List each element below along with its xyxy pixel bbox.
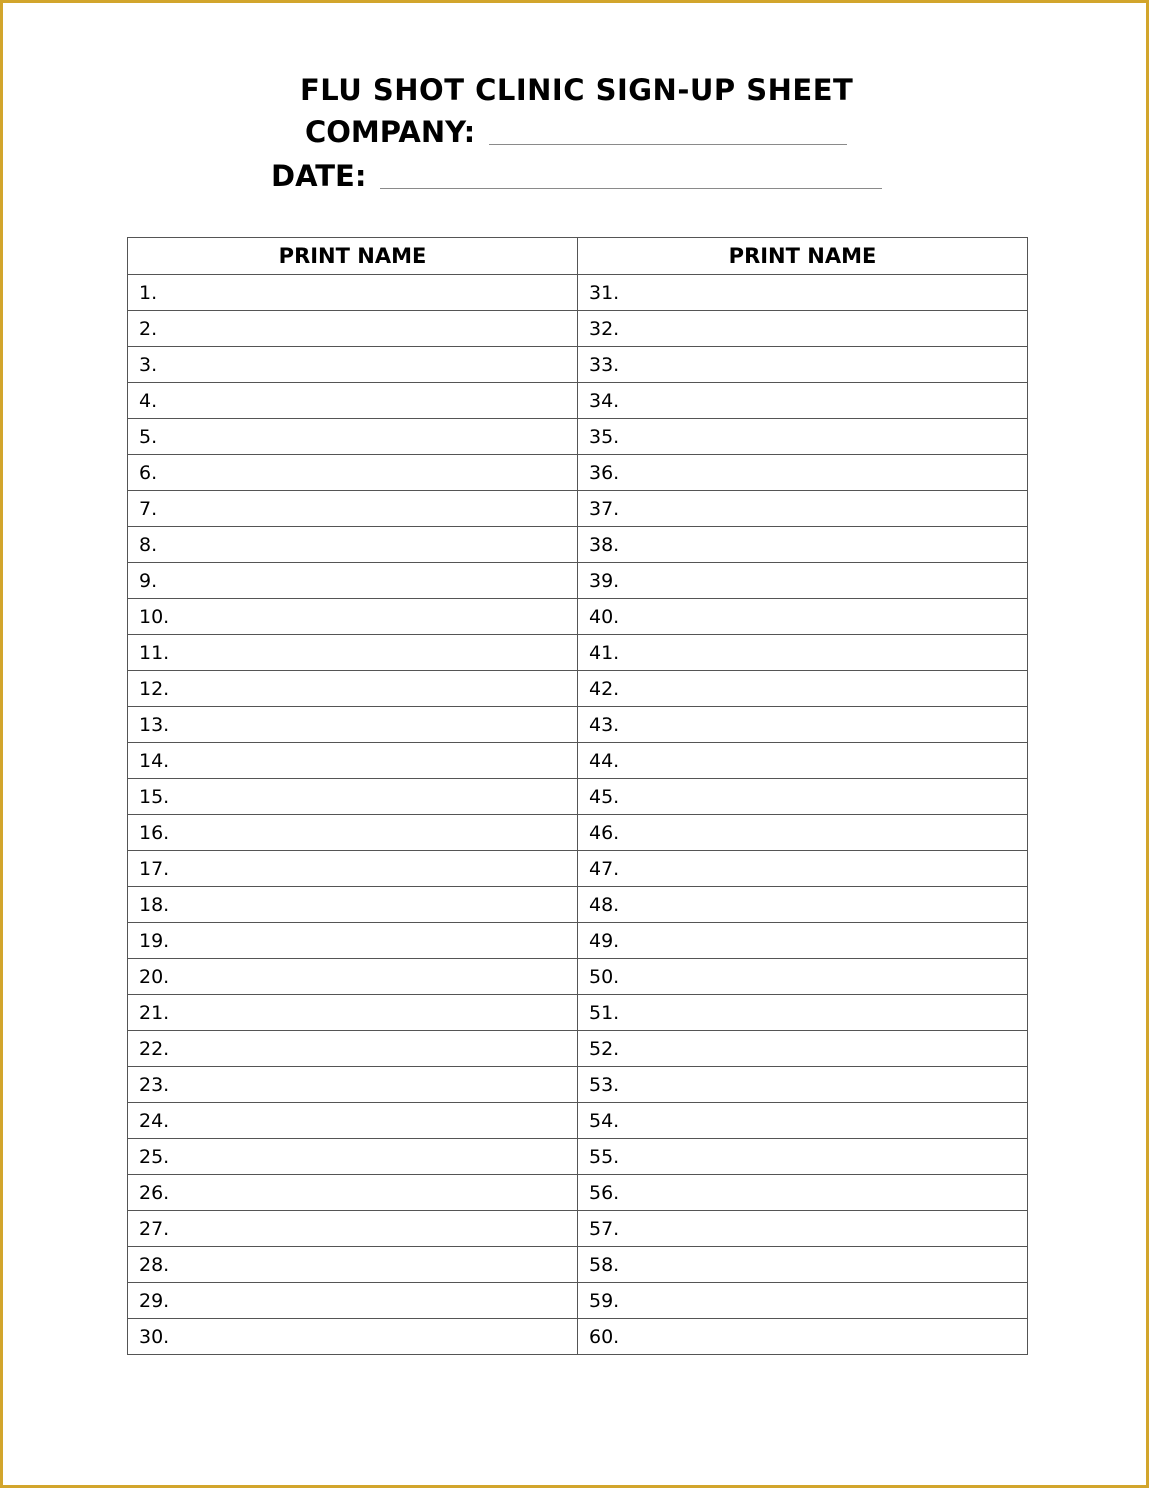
name-entry-cell[interactable]: 53. <box>578 1067 1028 1103</box>
name-entry-cell[interactable]: 42. <box>578 671 1028 707</box>
name-entry-cell[interactable]: 49. <box>578 923 1028 959</box>
name-entry-cell[interactable]: 44. <box>578 743 1028 779</box>
column-header-left: PRINT NAME <box>128 238 578 275</box>
name-entry-cell[interactable]: 54. <box>578 1103 1028 1139</box>
name-entry-cell[interactable]: 32. <box>578 311 1028 347</box>
name-entry-cell[interactable]: 55. <box>578 1139 1028 1175</box>
name-entry-cell[interactable]: 9. <box>128 563 578 599</box>
table-row <box>128 347 1028 383</box>
name-entry-cell[interactable]: 59. <box>578 1283 1028 1319</box>
name-entry-cell[interactable]: 52. <box>578 1031 1028 1067</box>
name-entry-cell[interactable]: 29. <box>128 1283 578 1319</box>
table-row <box>128 1031 1028 1067</box>
name-entry-cell[interactable]: 24. <box>128 1103 578 1139</box>
name-entry-cell[interactable]: 7. <box>128 491 578 527</box>
name-entry-cell[interactable]: 56. <box>578 1175 1028 1211</box>
table-row <box>128 923 1028 959</box>
name-entry-cell[interactable]: 6. <box>128 455 578 491</box>
name-entry-cell[interactable]: 12. <box>128 671 578 707</box>
name-entry-cell[interactable]: 20. <box>128 959 578 995</box>
table-row <box>128 1139 1028 1175</box>
name-entry-cell[interactable]: 60. <box>578 1319 1028 1355</box>
table-row <box>128 563 1028 599</box>
name-entry-cell[interactable]: 18. <box>128 887 578 923</box>
table-row <box>128 779 1028 815</box>
name-entry-cell[interactable]: 27. <box>128 1211 578 1247</box>
name-entry-cell[interactable]: 1. <box>128 275 578 311</box>
table-row <box>128 815 1028 851</box>
table-row <box>128 527 1028 563</box>
date-field <box>271 159 882 193</box>
name-entry-cell[interactable]: 21. <box>128 995 578 1031</box>
table-row <box>128 311 1028 347</box>
name-entry-cell[interactable]: 10. <box>128 599 578 635</box>
page-title: FLU SHOT CLINIC SIGN-UP SHEET <box>300 73 854 107</box>
date-blank-line[interactable] <box>380 187 882 189</box>
name-entry-cell[interactable]: 8. <box>128 527 578 563</box>
name-entry-cell[interactable]: 31. <box>578 275 1028 311</box>
table-row <box>128 455 1028 491</box>
name-entry-cell[interactable]: 26. <box>128 1175 578 1211</box>
name-entry-cell[interactable]: 23. <box>128 1067 578 1103</box>
company-label: COMPANY: <box>305 115 476 149</box>
table-row <box>128 1067 1028 1103</box>
name-entry-cell[interactable]: 14. <box>128 743 578 779</box>
name-entry-cell[interactable]: 25. <box>128 1139 578 1175</box>
name-entry-cell[interactable]: 48. <box>578 887 1028 923</box>
table-row <box>128 1103 1028 1139</box>
name-entry-cell[interactable]: 57. <box>578 1211 1028 1247</box>
name-entry-cell[interactable]: 3. <box>128 347 578 383</box>
name-entry-cell[interactable]: 11. <box>128 635 578 671</box>
name-entry-cell[interactable]: 51. <box>578 995 1028 1031</box>
name-entry-cell[interactable]: 15. <box>128 779 578 815</box>
name-entry-cell[interactable]: 16. <box>128 815 578 851</box>
name-entry-cell[interactable]: 34. <box>578 383 1028 419</box>
table-row <box>128 707 1028 743</box>
table-row <box>128 887 1028 923</box>
name-entry-cell[interactable]: 43. <box>578 707 1028 743</box>
name-entry-cell[interactable]: 47. <box>578 851 1028 887</box>
name-entry-cell[interactable]: 33. <box>578 347 1028 383</box>
name-entry-cell[interactable]: 5. <box>128 419 578 455</box>
name-entry-cell[interactable]: 30. <box>128 1319 578 1355</box>
name-entry-cell[interactable]: 50. <box>578 959 1028 995</box>
name-entry-cell[interactable]: 22. <box>128 1031 578 1067</box>
name-entry-cell[interactable]: 41. <box>578 635 1028 671</box>
name-entry-cell[interactable]: 58. <box>578 1247 1028 1283</box>
name-entry-cell[interactable]: 36. <box>578 455 1028 491</box>
sign-up-table <box>127 237 1028 1355</box>
table-row <box>128 1319 1028 1355</box>
name-entry-cell[interactable]: 19. <box>128 923 578 959</box>
table-header-row <box>128 238 1028 275</box>
table-row <box>128 671 1028 707</box>
name-entry-cell[interactable]: 13. <box>128 707 578 743</box>
name-entry-cell[interactable]: 38. <box>578 527 1028 563</box>
name-entry-cell[interactable]: 46. <box>578 815 1028 851</box>
table-row <box>128 995 1028 1031</box>
table-row <box>128 635 1028 671</box>
table-row <box>128 1211 1028 1247</box>
table-row <box>128 491 1028 527</box>
name-entry-cell[interactable]: 40. <box>578 599 1028 635</box>
table-row <box>128 743 1028 779</box>
name-entry-cell[interactable]: 45. <box>578 779 1028 815</box>
table-row <box>128 1247 1028 1283</box>
table-row <box>128 599 1028 635</box>
date-label: DATE: <box>271 159 367 193</box>
table-row <box>128 959 1028 995</box>
name-entry-cell[interactable]: 28. <box>128 1247 578 1283</box>
table-row <box>128 1175 1028 1211</box>
table-row <box>128 419 1028 455</box>
name-entry-cell[interactable]: 2. <box>128 311 578 347</box>
column-header-right: PRINT NAME <box>578 238 1028 275</box>
name-entry-cell[interactable]: 39. <box>578 563 1028 599</box>
company-blank-line[interactable] <box>489 143 847 145</box>
name-entry-cell[interactable]: 4. <box>128 383 578 419</box>
table-row <box>128 1283 1028 1319</box>
name-entry-cell[interactable]: 17. <box>128 851 578 887</box>
table-row <box>128 275 1028 311</box>
company-field <box>305 115 847 149</box>
table-row <box>128 383 1028 419</box>
table-row <box>128 851 1028 887</box>
name-entry-cell[interactable]: 37. <box>578 491 1028 527</box>
name-entry-cell[interactable]: 35. <box>578 419 1028 455</box>
